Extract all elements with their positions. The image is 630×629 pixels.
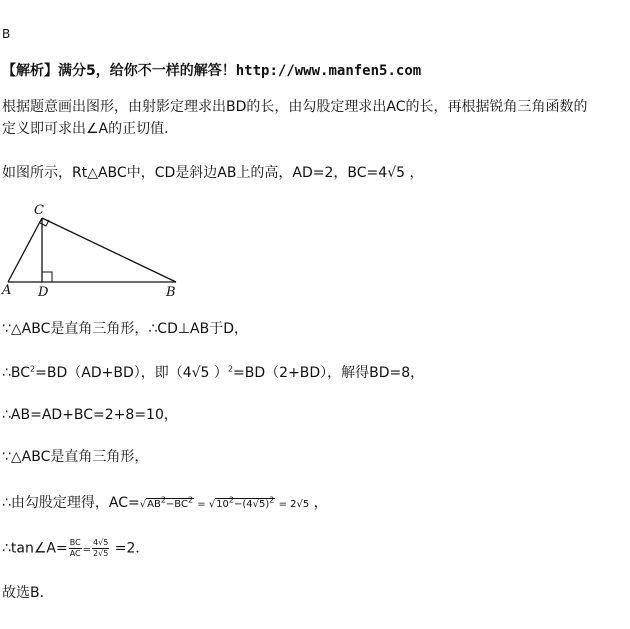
answer-letter: B: [2, 27, 11, 41]
triangle-figure: [0, 198, 190, 298]
given-statement: 如图所示，Rt△ABC中，CD是斜边AB上的高，AD=2，BC=4√5 ，: [2, 165, 424, 181]
analysis-line-2: 定义即可求出∠A的正切值．: [2, 121, 179, 137]
analysis-line-1: 根据题意画出图形，由射影定理求出BD的长，由勾股定理求出AC的长，再根据锐角三角函数的: [2, 99, 588, 115]
step-2: [2, 364, 424, 382]
header-slogan: 满分5，给你不一样的解答！: [58, 63, 236, 79]
step-1: ∵△ABC是直角三角形，∴CD⊥AB于D，: [2, 321, 249, 337]
radical-2: $√10^2-(4√5)^2$: [208, 495, 275, 510]
header-bracket-open: 【: [2, 63, 16, 79]
header-bracket-close: 】: [44, 63, 58, 79]
fraction-bc-ac: $\frac{BC}{AC}$: [69, 538, 81, 558]
step-2-exp2: 2: [227, 364, 234, 374]
step-5-a: ∴由勾股定理得，AC=: [2, 495, 140, 511]
step-6-a: ∴tan∠A=: [2, 540, 68, 557]
radical-1: $√AB^2-BC^2$: [139, 495, 194, 510]
label-D: D: [38, 285, 49, 298]
step-5-eq: =: [194, 499, 209, 510]
label-C: C: [34, 203, 44, 218]
label-A: A: [2, 283, 12, 298]
step-5-tail: ，: [309, 495, 328, 511]
step-2-b: =BD（AD+BD），即（4√5 ）: [35, 365, 228, 381]
step-2-c: =BD（2+BD），解得BD=8，: [233, 365, 425, 381]
analysis-header: [2, 62, 421, 80]
step-6-eq: =: [82, 544, 92, 556]
fraction-values: $\frac{4√5}{2√5}$: [93, 538, 109, 558]
step-5: [2, 494, 328, 514]
step-4: ∵△ABC是直角三角形，: [2, 449, 149, 465]
header-label: 解析: [16, 63, 44, 79]
step-6: [2, 538, 149, 560]
label-B: B: [166, 285, 176, 298]
step-2-exp: 2: [30, 364, 36, 374]
step-2-a: ∴BC: [2, 365, 31, 381]
step-3: ∴AB=AD+BC=2+8=10，: [2, 407, 178, 423]
header-url[interactable]: http://www.manfen5.com: [235, 63, 422, 79]
conclusion: 故选B．: [2, 585, 54, 601]
step-6-result: =2．: [110, 540, 150, 557]
step-5-result: = 2√5: [275, 499, 310, 510]
